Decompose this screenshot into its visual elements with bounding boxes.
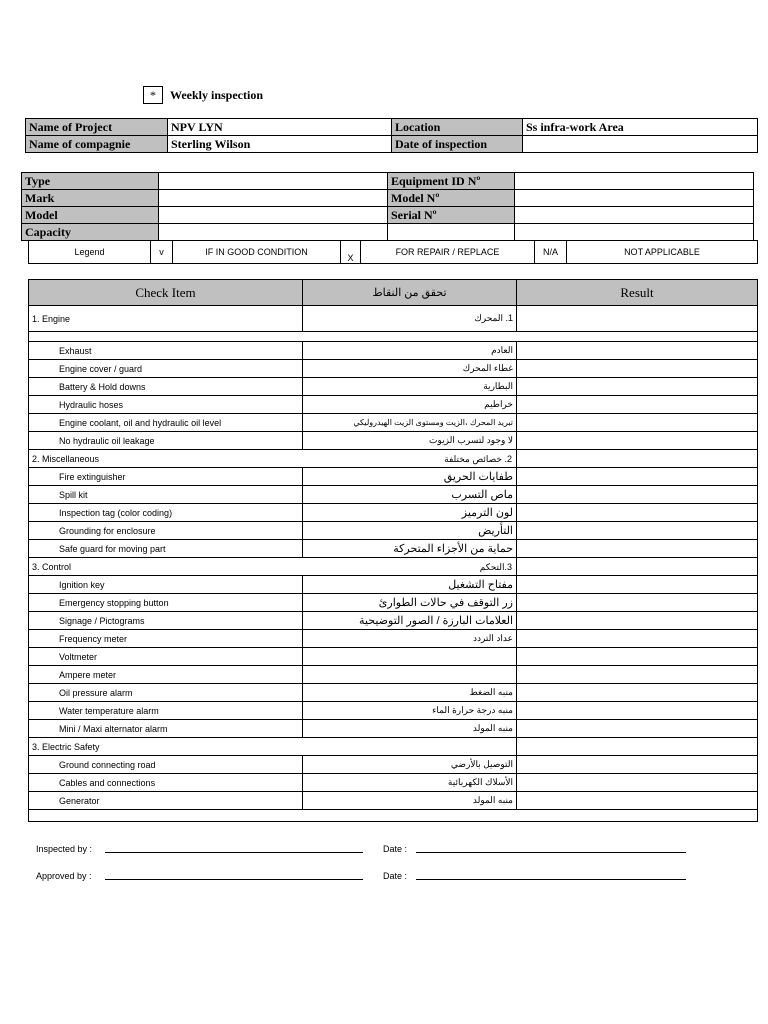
item-engine-cover: Engine cover / guard [29,360,303,378]
result-cell[interactable] [517,306,758,332]
item-cables: Cables and connections [29,774,303,792]
item-engine-coolant-ar: تبريد المحرك ،الزيت ومستوى الزيت الهيدروليكي [303,414,517,432]
item-signage-ar: العلامات البارزة / الصور التوضيحية [303,612,517,630]
item-alternator-alarm-ar: منبه المولد [303,720,517,738]
result-cell[interactable] [517,756,758,774]
item-signage: Signage / Pictograms [29,612,303,630]
result-cell[interactable] [517,702,758,720]
model-value[interactable] [159,207,388,224]
result-cell[interactable] [517,414,758,432]
item-generator: Generator [29,792,303,810]
item-hydraulic-hoses: Hydraulic hoses [29,396,303,414]
item-oil-pressure-alarm: Oil pressure alarm [29,684,303,702]
item-no-oil-leakage: No hydraulic oil leakage [29,432,303,450]
result-cell[interactable] [517,468,758,486]
project-info-table [25,118,758,153]
item-no-oil-leakage-ar: لا وجود لتسرب الزيوت [303,432,517,450]
item-spill-kit: Spill kit [29,486,303,504]
item-ignition-key-ar: مفتاح التشغيل [303,576,517,594]
item-inspection-tag-ar: لون الترميز [303,504,517,522]
item-generator-ar: منبه المولد [303,792,517,810]
date-of-inspection-label: Date of inspection [392,136,523,153]
type-label: Type [22,173,159,190]
check-item-arabic-header: تحقق من النقاط [303,280,517,306]
section-engine-title-ar: 1. المحرك [303,306,517,332]
item-battery-ar: البطارية [303,378,517,396]
weekly-label: Weekly inspection [170,87,264,102]
item-ground-road-ar: التوصيل بالأرضي [303,756,517,774]
result-cell[interactable] [517,486,758,504]
item-voltmeter-ar [303,648,517,666]
result-cell[interactable] [517,360,758,378]
result-cell[interactable] [517,576,758,594]
equipment-id-value[interactable] [515,173,754,190]
project-name-label: Name of Project [26,119,168,136]
serial-no-value[interactable] [515,207,754,224]
approved-by-label: Approved by : [36,871,92,881]
legend-good-symbol: v [151,241,173,264]
item-emergency-stop: Emergency stopping button [29,594,303,612]
weekly-checkbox[interactable]: * [143,86,163,104]
spacer-row [29,332,758,342]
section-misc-title: 2. Miscellaneous [32,453,100,464]
section-electric-title: 3. Electric Safety [29,738,517,756]
item-spill-kit-ar: ماص التسرب [303,486,517,504]
approved-date-label: Date : [383,871,408,881]
result-cell[interactable] [517,396,758,414]
item-frequency-meter: Frequency meter [29,630,303,648]
location-label: Location [392,119,523,136]
equipment-id-label: Equipment ID Nº [388,173,515,190]
item-ampere-meter-ar [303,666,517,684]
item-oil-pressure-alarm-ar: منبه الضغط [303,684,517,702]
legend-title: Legend [29,241,151,264]
item-hydraulic-hoses-ar: خراطيم [303,396,517,414]
type-value[interactable] [159,173,388,190]
inspected-date-line[interactable] [416,852,686,853]
model-no-label: Model Nº [388,190,515,207]
result-header: Result [517,280,758,306]
approved-date-line[interactable] [416,879,686,880]
project-name-value[interactable]: NPV LYN [168,119,392,136]
spacer-row [29,810,758,822]
approved-by-line[interactable] [105,879,363,880]
item-ampere-meter: Ampere meter [29,666,303,684]
result-cell[interactable] [517,792,758,810]
legend-table [28,240,758,264]
item-ground-road: Ground connecting road [29,756,303,774]
item-exhaust-ar: العادم [303,342,517,360]
result-cell[interactable] [517,684,758,702]
company-value[interactable]: Sterling Wilson [168,136,392,153]
result-cell[interactable] [517,594,758,612]
item-cables-ar: الأسلاك الكهربائية [303,774,517,792]
item-engine-coolant: Engine coolant, oil and hydraulic oil level [29,414,303,432]
result-cell[interactable] [517,648,758,666]
item-frequency-meter-ar: عداد التردد [303,630,517,648]
location-value[interactable]: Ss infra-work Area [523,119,758,136]
result-cell[interactable] [517,522,758,540]
result-cell[interactable] [517,738,758,756]
result-cell[interactable] [517,630,758,648]
result-cell[interactable] [517,450,758,468]
item-battery: Battery & Hold downs [29,378,303,396]
empty-cell [515,224,754,241]
item-voltmeter: Voltmeter [29,648,303,666]
legend-repair-text: FOR REPAIR / REPLACE [361,241,535,264]
item-inspection-tag: Inspection tag (color coding) [29,504,303,522]
section-misc-title-ar: 2. خصائص مختلفة [444,453,512,464]
check-item-header: Check Item [29,280,303,306]
result-cell[interactable] [517,774,758,792]
serial-no-label: Serial Nº [388,207,515,224]
result-cell[interactable] [517,666,758,684]
result-cell[interactable] [517,540,758,558]
section-control-title-ar: 3.التحكم [479,561,512,572]
result-cell[interactable] [517,612,758,630]
empty-cell [388,224,515,241]
legend-good-text: IF IN GOOD CONDITION [173,241,341,264]
section-control-title: 3. Control [32,561,72,572]
equipment-info-table [21,172,754,241]
item-emergency-stop-ar: زر التوقف في حالات الطوارئ [303,594,517,612]
item-fire-extinguisher: Fire extinguisher [29,468,303,486]
mark-value[interactable] [159,190,388,207]
legend-na-text: NOT APPLICABLE [567,241,758,264]
result-cell[interactable] [517,558,758,576]
section-engine-title: 1. Engine [29,306,303,332]
date-of-inspection-value[interactable] [523,136,758,153]
company-label: Name of compagnie [26,136,168,153]
item-exhaust: Exhaust [29,342,303,360]
item-safe-guard: Safe guard for moving part [29,540,303,558]
legend-na-symbol: N/A [535,241,567,264]
item-fire-extinguisher-ar: طفايات الحريق [303,468,517,486]
checklist-table [28,279,758,822]
model-label: Model [22,207,159,224]
result-cell[interactable] [517,432,758,450]
weekly-inspection [143,86,263,104]
inspected-by-label: Inspected by : [36,844,93,854]
item-water-temp-alarm-ar: منبه درجة حرارة الماء [303,702,517,720]
result-cell[interactable] [517,504,758,522]
section-control-title-row [29,558,517,576]
item-safe-guard-ar: حماية من الأجزاء المتحركة [303,540,517,558]
result-cell[interactable] [517,378,758,396]
capacity-value[interactable] [159,224,388,241]
model-no-value[interactable] [515,190,754,207]
item-grounding: Grounding for enclosure [29,522,303,540]
section-misc-title-row [29,450,517,468]
item-grounding-ar: التأريض [303,522,517,540]
mark-label: Mark [22,190,159,207]
result-cell[interactable] [517,720,758,738]
legend-repair-symbol: X [341,241,361,264]
item-ignition-key: Ignition key [29,576,303,594]
item-engine-cover-ar: غطاء المحرك [303,360,517,378]
item-water-temp-alarm: Water temperature alarm [29,702,303,720]
capacity-label: Capacity [22,224,159,241]
result-cell[interactable] [517,342,758,360]
item-alternator-alarm: Mini / Maxi alternator alarm [29,720,303,738]
inspected-date-label: Date : [383,844,408,854]
inspected-by-line[interactable] [105,852,363,853]
